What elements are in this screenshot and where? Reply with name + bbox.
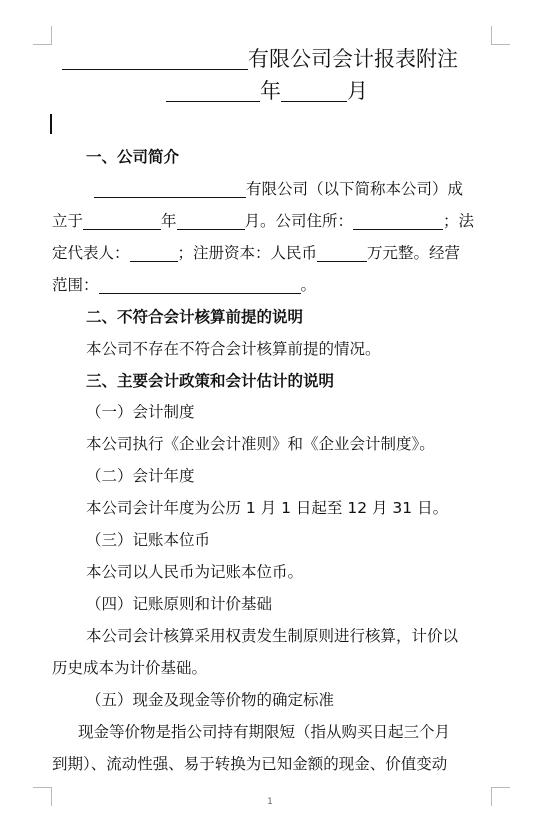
company-name-blank[interactable]	[62, 49, 248, 70]
year-blank[interactable]	[166, 81, 260, 102]
intro-line-1	[94, 177, 463, 200]
corner-mark-top-left	[33, 26, 52, 45]
intro-line-4	[52, 273, 316, 296]
intro-text-2a: 立于	[52, 212, 84, 230]
subsection-1-text: 本公司执行《企业会计准则》和《企业会计制度》。	[86, 435, 435, 453]
corner-mark-top-right	[491, 26, 510, 45]
intro-text-3c: 万元整。经营	[367, 244, 461, 262]
intro-text-3b: ；注册资本：人民币	[177, 244, 318, 262]
subsection-2-text: 本公司会计年度为公历 1 月 1 日起至 12 月 31 日。	[86, 499, 449, 517]
section-2-heading: 二、不符合会计核算前提的说明	[86, 308, 304, 326]
intro-text-4a: 范围：	[52, 276, 99, 294]
text-cursor	[50, 114, 52, 134]
subsection-5-heading: （五）现金及现金等价物的确定标准	[86, 691, 335, 709]
subsection-5-text-2: 到期）、流动性强、易于转换为已知金额的现金、价值变动	[52, 755, 448, 773]
month-blank[interactable]	[281, 81, 347, 102]
address-field[interactable]	[353, 209, 443, 230]
section-1-heading: 一、公司简介	[86, 148, 180, 166]
page-number: 1	[267, 797, 273, 807]
year-label: 年	[260, 79, 281, 103]
intro-text-1: 有限公司（以下简称本公司）成	[246, 180, 464, 198]
subsection-4-text-1: 本公司会计核算采用权责发生制原则进行核算，计价以	[86, 627, 459, 645]
subsection-3-heading: （三）记账本位币	[86, 531, 211, 549]
intro-text-4b: 。	[300, 276, 317, 294]
business-scope-field[interactable]	[99, 273, 301, 294]
intro-line-3	[52, 241, 460, 264]
title-date-line	[166, 76, 368, 106]
legal-rep-field[interactable]	[130, 241, 178, 262]
intro-text-2c: 月。公司住所：	[244, 212, 354, 230]
company-name-field[interactable]	[94, 177, 246, 198]
intro-text-3a: 定代表人：	[52, 244, 130, 262]
title-text: 有限公司会计报表附注	[248, 47, 458, 71]
intro-text-2b: 年	[161, 212, 177, 230]
month-label: 月	[347, 79, 368, 103]
subsection-2-heading: （二）会计年度	[86, 467, 195, 485]
subsection-3-text: 本公司以人民币为记账本位币。	[86, 563, 304, 581]
subsection-1-heading: （一）会计制度	[86, 403, 195, 421]
section-3-heading: 三、主要会计政策和会计估计的说明	[86, 372, 335, 390]
subsection-4-heading: （四）记账原则和计价基础	[86, 595, 273, 613]
established-year-field[interactable]	[83, 209, 161, 230]
subsection-5-text-1: 现金等价物是指公司持有期限短（指从购买日起三个月	[78, 723, 451, 741]
subsection-4-text-2: 历史成本为计价基础。	[52, 659, 208, 677]
established-month-field[interactable]	[177, 209, 245, 230]
capital-field[interactable]	[317, 241, 367, 262]
intro-line-2	[52, 209, 474, 232]
document-title	[62, 44, 458, 74]
section-2-text: 本公司不存在不符合会计核算前提的情况。	[86, 340, 381, 358]
intro-text-2d: ；法	[443, 212, 475, 230]
